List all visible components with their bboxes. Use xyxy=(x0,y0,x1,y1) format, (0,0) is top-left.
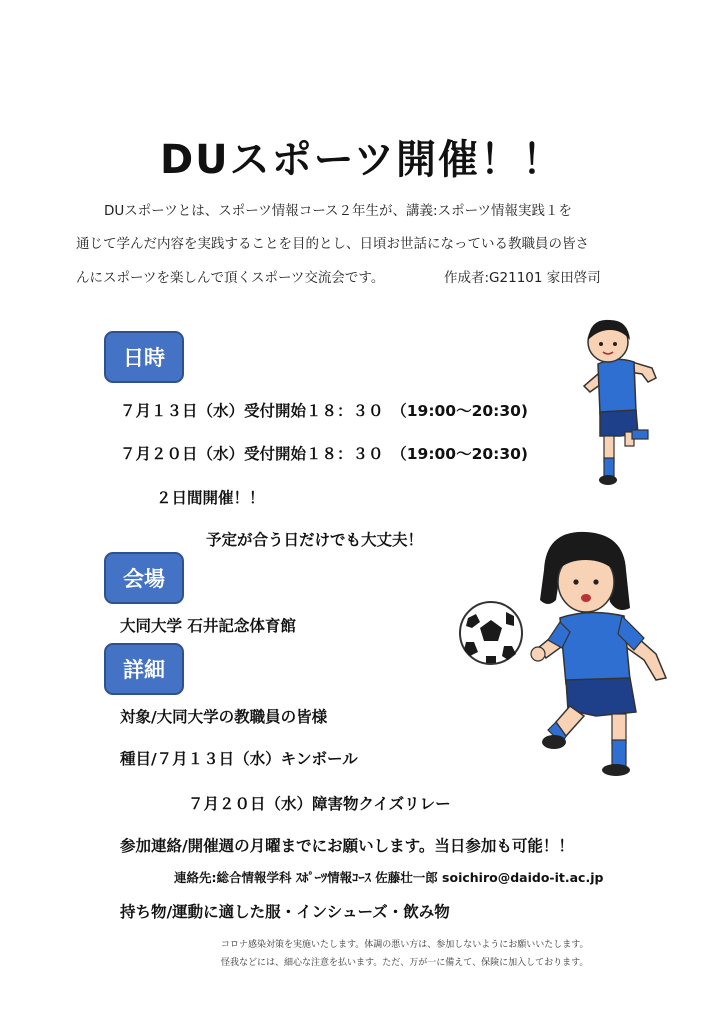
two-days-note: ２日間開催！！ xyxy=(156,489,265,507)
intro-line-1: DUスポーツとは、スポーツ情報コース２年生が、講義:スポーツ情報実践１を xyxy=(104,203,573,219)
notice-line-1: コロナ感染対策を実施いたします。体調の悪い方は、参加しないようにお願いいたします。 xyxy=(221,940,589,950)
notice-line-2: 怪我などには、細心な注意を払います。ただ、万が一に備えて、保険に加入しております。 xyxy=(221,958,589,968)
schedule-flexible-note: 予定が合う日だけでも大丈夫！ xyxy=(206,531,424,549)
kicking-soccer-girl-icon xyxy=(526,530,686,780)
details-registration: 参加連絡/開催週の月曜までにお願いします。当日参加も可能！！ xyxy=(120,837,574,855)
soccer-ball-icon xyxy=(458,600,524,666)
running-soccer-boy-icon xyxy=(570,312,670,487)
schedule-day-1: ７月１３日（水）受付開始１８：３０ （19:00～20:30) xyxy=(120,402,529,420)
details-contact: 連絡先:総合情報学科 ｽﾎﾟｰﾂ情報ｺｰｽ 佐藤壮一郎 soichiro@daido-it.ac.jp xyxy=(174,870,604,885)
intro-line-2: 通じて学んだ内容を実践することを目的とし、日頃お世話になっている教職員の皆さ xyxy=(76,236,589,252)
schedule-day-2: ７月２０日（水）受付開始１８：３０ （19:00～20:30) xyxy=(120,445,529,463)
details-target: 対象/大同大学の教職員の皆様 xyxy=(120,708,328,726)
venue-heading-badge: 会場 xyxy=(104,552,184,604)
page-title: DUスポーツ開催！！ xyxy=(159,137,565,183)
schedule-heading-badge: 日時 xyxy=(104,331,184,383)
intro-line-3: んにスポーツを楽しんで頂くスポーツ交流会です。 xyxy=(76,270,385,286)
details-heading-badge: 詳細 xyxy=(104,643,184,695)
author-credit: 作成者:G21101 家田啓司 xyxy=(444,270,601,286)
details-event-1: 種目/７月１３日（水）キンボール xyxy=(120,750,358,768)
details-event-2: ７月２０日（水）障害物クイズリレー xyxy=(188,795,451,813)
venue-place: 大同大学 石井記念体育館 xyxy=(120,617,296,635)
details-belongings: 持ち物/運動に適した服・インシューズ・飲み物 xyxy=(120,903,450,921)
